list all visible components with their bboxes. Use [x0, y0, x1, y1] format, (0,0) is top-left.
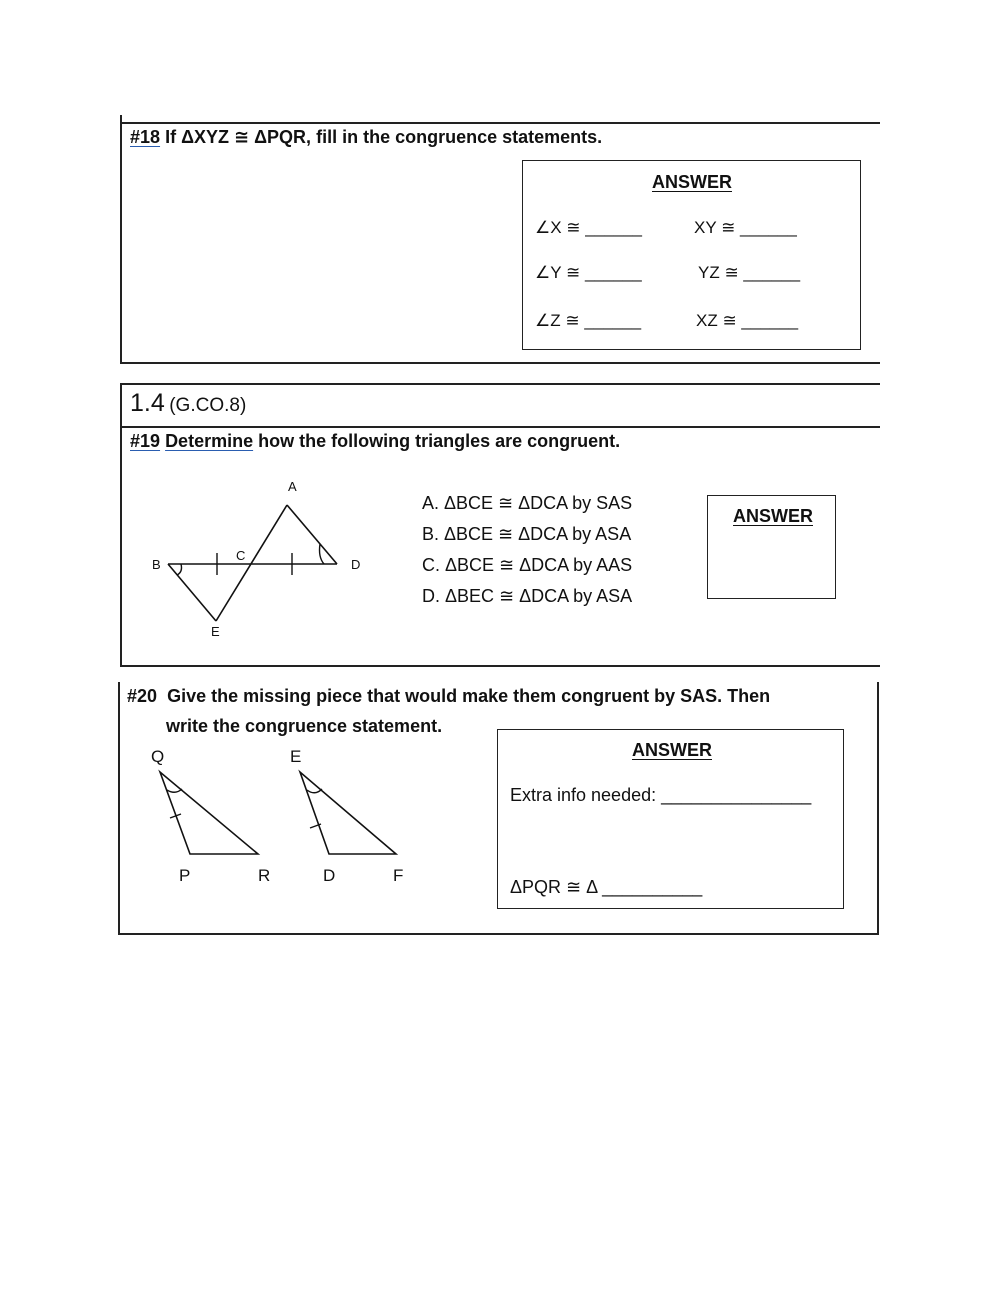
q19-label-e: E	[211, 624, 220, 639]
q19-answer-title: ANSWER	[733, 506, 813, 526]
q20-answer-title: ANSWER	[632, 740, 712, 760]
q20-prompt-text1: Give the missing piece that would make them congruent by SAS. Then	[167, 686, 771, 706]
q19-label-d: D	[351, 557, 361, 572]
q19-choice-b[interactable]: B. ΔBCE ≅ ΔDCA by ASA	[422, 524, 632, 544]
q19-choice-a[interactable]: A. ΔBCE ≅ ΔDCA by SAS	[422, 493, 633, 513]
q18-prompt-rest: fill in the congruence statements.	[316, 127, 603, 147]
triangle-pqr	[160, 772, 258, 854]
q20-label-f: F	[393, 866, 404, 885]
q19-label-c: C	[236, 548, 246, 563]
q20-prompt-line2: write the congruence statement.	[166, 716, 443, 736]
q20-label-p: P	[179, 866, 191, 885]
q18-row2-right[interactable]: YZ ≅ ______	[698, 263, 801, 282]
q18-row3-left[interactable]: ∠Z ≅ ______	[535, 311, 642, 330]
q20-label-e: E	[290, 747, 302, 766]
q18-answer-title: ANSWER	[652, 172, 732, 192]
q20-number: #20	[127, 686, 158, 706]
q19-label-a: A	[288, 479, 297, 494]
q19-number: #19	[130, 431, 161, 451]
q18-number: #18	[130, 127, 161, 147]
q18-row1-left[interactable]: ∠X ≅ ______	[535, 218, 642, 237]
q18-prompt-math: ΔXYZ ≅ ΔPQR,	[181, 127, 312, 147]
triangle-edf	[300, 772, 396, 854]
section-code: (G.CO.8)	[169, 395, 247, 416]
q19-choice-d[interactable]: D. ΔBEC ≅ ΔDCA by ASA	[422, 586, 633, 606]
q18-prompt-prefix: If	[165, 127, 177, 147]
q19-prompt-rest: how the following triangles are congruent.	[258, 431, 621, 451]
q18-row2-left[interactable]: ∠Y ≅ ______	[535, 263, 642, 282]
q20-congruence-statement-field[interactable]: ΔPQR ≅ Δ __________	[510, 877, 703, 897]
q20-label-d: D	[323, 866, 336, 885]
section-number: 1.4	[130, 389, 165, 417]
q19-choice-c[interactable]: C. ΔBCE ≅ ΔDCA by AAS	[422, 555, 633, 575]
q19-verb: Determine	[165, 431, 254, 451]
q20-extra-info-field[interactable]: Extra info needed: _______________	[510, 785, 812, 805]
q18-row1-right[interactable]: XY ≅ ______	[694, 218, 797, 237]
q20-label-r: R	[258, 866, 271, 885]
q18-row3-right[interactable]: XZ ≅ ______	[696, 311, 799, 330]
q20-label-q: Q	[151, 747, 165, 766]
q19-label-b: B	[152, 557, 161, 572]
